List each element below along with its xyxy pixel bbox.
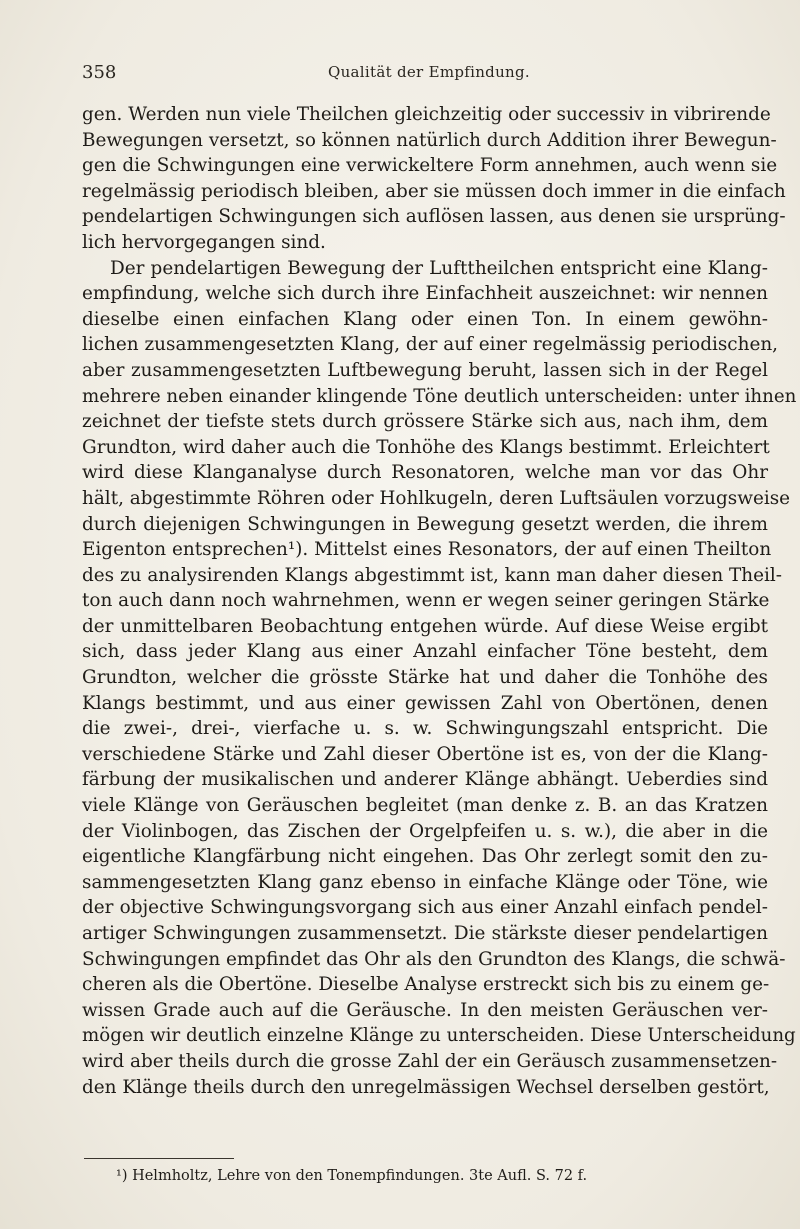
text-line: sammengesetzten Klang ganz ebenso in einfache Klänge oder Töne, wie: [82, 871, 768, 893]
text-line: der unmittelbaren Beobachtung entgehen würde. Auf diese Weise ergibt: [82, 615, 768, 637]
footnote: ¹) Helmholtz, Lehre von den Tonempfindungen. 3te Aufl. S. 72 f.: [116, 1168, 588, 1184]
running-head: Qualität der Empfindung.: [328, 63, 530, 81]
text-line: sich, dass jeder Klang aus einer Anzahl einfacher Töne besteht, dem: [82, 641, 768, 663]
text-line: Der pendelartigen Bewegung der Lufttheilchen entspricht eine Klang-: [110, 257, 768, 279]
body-text: [82, 102, 797, 1100]
text-line: Grundton, welcher die grösste Stärke hat und daher die Tonhöhe des: [82, 667, 768, 689]
text-line: dieselbe einen einfachen Klang oder einen Ton. In einem gewöhn-: [82, 308, 768, 330]
text-line: Grundton, wird daher auch die Tonhöhe des Klangs bestimmt. Erleichtert: [82, 436, 770, 458]
text-line: Klangs bestimmt, und aus einer gewissen Zahl von Obertönen, denen: [82, 692, 768, 714]
text-line: Schwingungen empfindet das Ohr als den Grundton des Klangs, die schwä-: [82, 948, 786, 970]
text-line: lichen zusammengesetzten Klang, der auf einer regelmässig periodischen,: [82, 334, 779, 356]
text-line: die zwei-, drei-, vierfache u. s. w. Schwingungszahl entspricht. Die: [82, 718, 768, 740]
text-line: regelmässig periodisch bleiben, aber sie müssen doch immer in die einfach: [82, 180, 786, 202]
text-line: artiger Schwingungen zusammensetzt. Die stärkste dieser pendelartigen: [82, 923, 768, 944]
text-line: Bewegungen versetzt, so können natürlich durch Addition ihrer Bewegun-: [82, 129, 777, 151]
page-header: [82, 62, 782, 86]
text-line: mehrere neben einander klingende Töne deutlich unterscheiden: unter ihnen: [82, 385, 797, 407]
text-line: ton auch dann noch wahrnehmen, wenn er wegen seiner geringen Stärke: [82, 590, 770, 612]
text-line: gen die Schwingungen eine verwickeltere Form annehmen, auch wenn sie: [82, 155, 778, 177]
text-line: mögen wir deutlich einzelne Klänge zu unterscheiden. Diese Unterscheidung: [82, 1025, 796, 1047]
text-line: der Violinbogen, das Zischen der Orgelpfeifen u. s. w.), die aber in die: [82, 820, 768, 842]
text-line: lich hervorgegangen sind.: [82, 231, 326, 253]
text-line: wird aber theils durch die grosse Zahl der ein Geräusch zusammensetzen-: [82, 1050, 778, 1072]
text-line: verschiedene Stärke und Zahl dieser Obertöne ist es, von der die Klang-: [82, 743, 768, 765]
text-line: den Klänge theils durch den unregelmässigen Wechsel derselben gestört,: [82, 1076, 770, 1098]
text-line: färbung der musikalischen und anderer Klänge abhängt. Ueberdies sind: [82, 769, 768, 791]
text-line: aber zusammengesetzten Luftbewegung beruht, lassen sich in der Regel: [82, 359, 768, 381]
text-line: durch diejenigen Schwingungen in Bewegung gesetzt werden, die ihrem: [82, 513, 768, 535]
text-line: der objective Schwingungsvorgang sich aus einer Anzahl einfach pendel-: [82, 897, 768, 919]
text-line: viele Klänge von Geräuschen begleitet (man denke z. B. an das Kratzen: [82, 795, 768, 817]
text-line: hält, abgestimmte Röhren oder Hohlkugeln, deren Luftsäulen vorzugsweise: [82, 487, 791, 509]
text-line: wird diese Klanganalyse durch Resonatoren, welche man vor das Ohr: [82, 462, 768, 484]
text-line: pendelartigen Schwingungen sich auflösen lassen, aus denen sie ursprüng-: [82, 206, 786, 228]
text-line: wissen Grade auch auf die Geräusche. In den meisten Geräuschen ver-: [82, 999, 768, 1021]
text-line: eigentliche Klangfärbung nicht eingehen. Das Ohr zerlegt somit den zu-: [82, 846, 768, 868]
text-line: gen. Werden nun viele Theilchen gleichzeitig oder successiv in vibrirende: [82, 104, 771, 125]
page-number: 358: [82, 62, 117, 83]
text-line: Eigenton entsprechen¹). Mittelst eines Resonators, der auf einen Theilton: [82, 539, 772, 561]
text-line: empfindung, welche sich durch ihre Einfachheit auszeichnet: wir nennen: [82, 283, 768, 305]
footnote-divider: [84, 1158, 234, 1159]
text-line: zeichnet der tiefste stets durch grössere Stärke sich aus, nach ihm, dem: [82, 411, 768, 433]
text-line: des zu analysirenden Klangs abgestimmt ist, kann man daher diesen Theil-: [82, 564, 783, 586]
text-line: cheren als die Obertöne. Dieselbe Analyse erstreckt sich bis zu einem ge-: [82, 974, 770, 996]
